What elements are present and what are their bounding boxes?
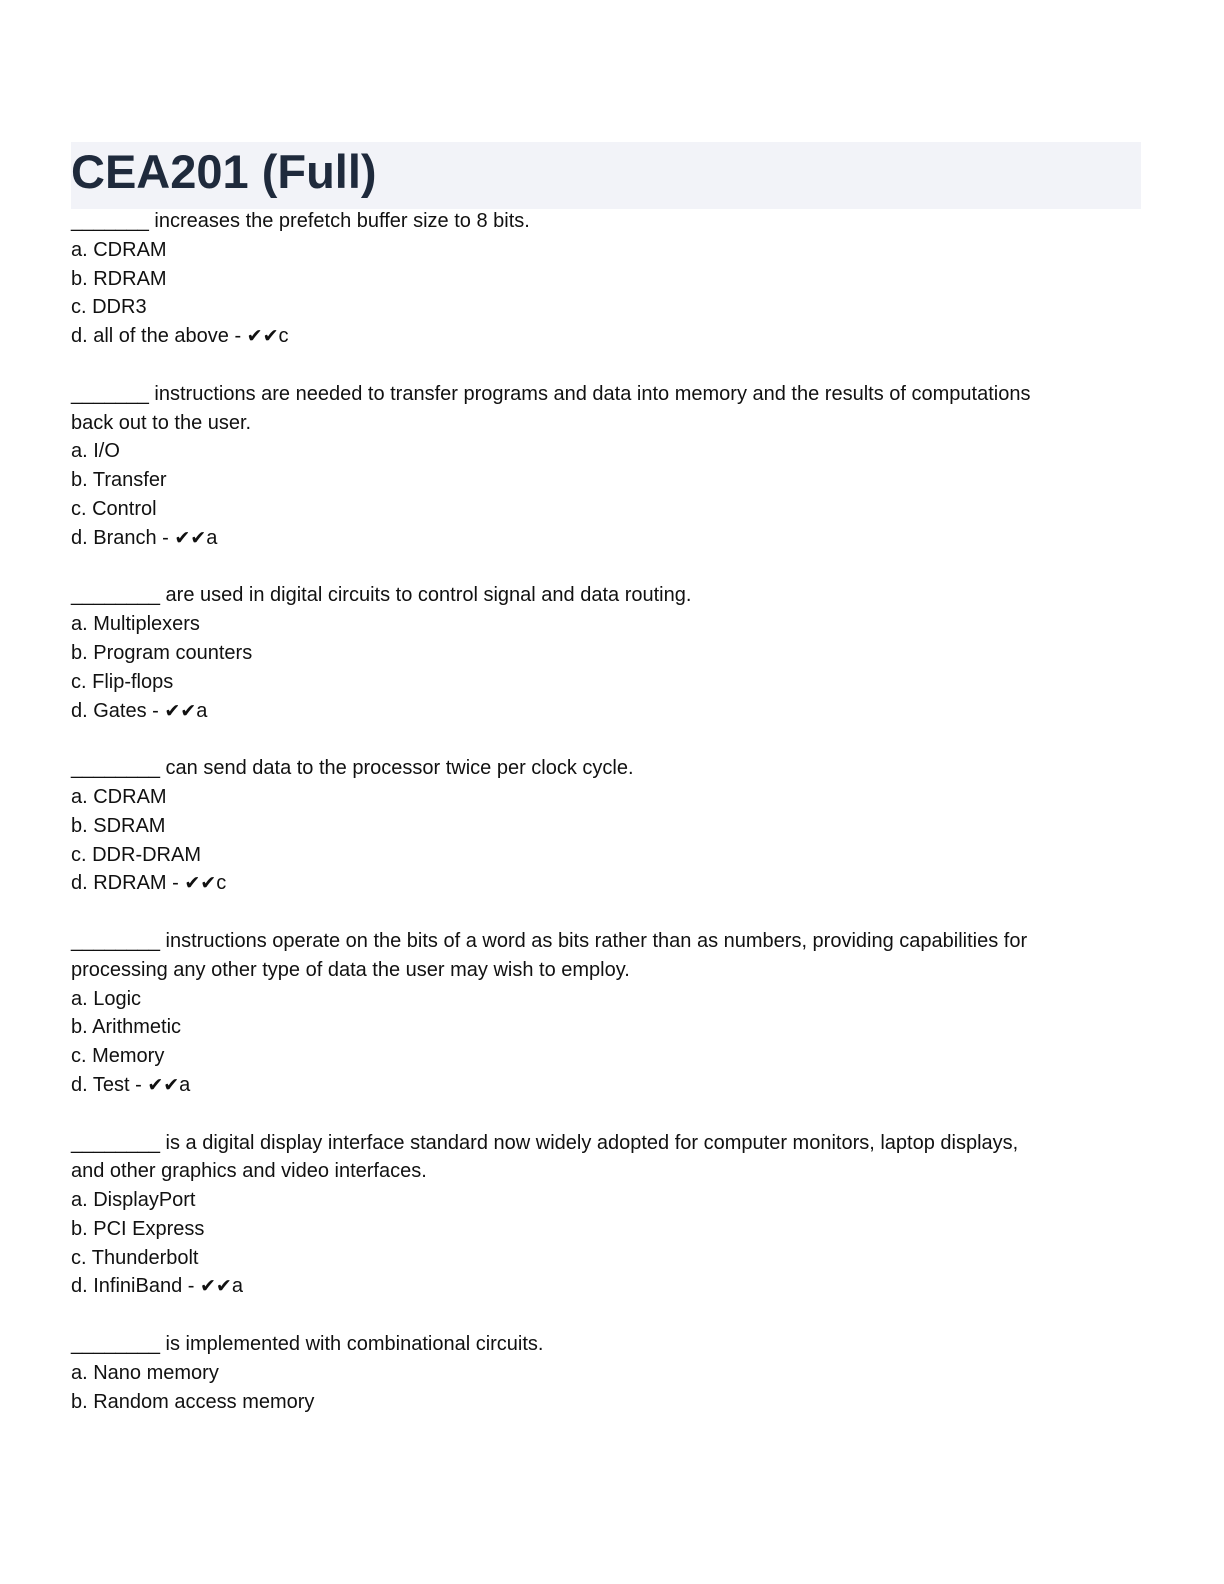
answer-option [71,236,1131,265]
answer-option [71,265,1131,294]
answer-option-text: d. all of the above - [71,325,247,348]
answer-option-text: b. PCI Express [71,1217,205,1240]
answer-option-text: d. Gates - [71,699,165,722]
answer-option-text: a. DisplayPort [71,1189,196,1212]
answer-option [71,1071,1131,1100]
answer-option-text: a. Multiplexers [71,613,200,636]
double-check-icon: ✔✔ [174,526,207,549]
answer-option-text: b. Arithmetic [71,1016,182,1039]
correct-answer-letter: a [231,1275,243,1298]
double-check-icon: ✔✔ [199,1275,232,1298]
page-title: CEA201 (Full) [71,145,377,198]
question-block [71,207,1131,351]
question-stem-line: ________ instructions operate on the bits of a word as bits rather than as numbers, providing capabilities for [71,929,1028,952]
answer-option-text: c. Flip-flops [71,670,174,693]
answer-option-text: b. Transfer [71,469,167,492]
answer-option-text: b. Random access memory [71,1390,315,1413]
question-block [71,1129,1131,1302]
answer-option [71,1272,1131,1301]
question-list [71,207,1131,1445]
correct-answer-letter: c [278,325,289,348]
question-block [71,380,1131,553]
answer-option [71,697,1131,726]
double-check-icon: ✔✔ [164,699,197,722]
question-stem-line: ________ can send data to the processor twice per clock cycle. [71,757,634,780]
answer-option-text: a. CDRAM [71,785,167,808]
answer-option [71,437,1131,466]
question-stem-line: back out to the user. [71,411,252,434]
answer-option-text: a. I/O [71,440,120,463]
answer-option-text: a. CDRAM [71,238,167,261]
answer-option [71,869,1131,898]
answer-option [71,1186,1131,1215]
answer-option-text: a. Nano memory [71,1361,219,1384]
answer-option-text: d. InfiniBand - [71,1275,200,1298]
question-stem-line: _______ increases the prefetch buffer size to 8 bits. [71,210,530,232]
question-stem-line: ________ are used in digital circuits to control signal and data routing. [71,584,692,607]
question-stem-line: _______ instructions are needed to transfer programs and data into memory and the results of computations [71,382,1031,405]
question-block [71,581,1131,725]
correct-answer-letter: a [179,1073,191,1096]
double-check-icon: ✔✔ [147,1073,180,1096]
answer-option-text: c. Control [71,497,157,520]
answer-option [71,985,1131,1014]
answer-option-text: d. Test - [71,1073,148,1096]
question-stem-line: processing any other type of data the user may wish to employ. [71,958,630,981]
question-block [71,754,1131,898]
answer-option [71,466,1131,495]
answer-option [71,1244,1131,1273]
question-stem-line: ________ is a digital display interface standard now widely adopted for computer monitors, laptop displays, [71,1131,1019,1154]
answer-option [71,668,1131,697]
answer-option [71,1042,1131,1071]
question-stem-line: and other graphics and video interfaces. [71,1160,427,1183]
answer-option-text: c. DDR3 [71,296,147,319]
answer-option-text: d. RDRAM - [71,872,185,895]
answer-option [71,495,1131,524]
answer-option-text: c. Thunderbolt [71,1246,199,1269]
answer-option-text: b. RDRAM [71,267,167,290]
correct-answer-letter: a [206,526,218,549]
answer-option [71,610,1131,639]
double-check-icon: ✔✔ [246,325,279,348]
answer-option [71,639,1131,668]
answer-option [71,1388,1131,1417]
answer-option [71,812,1131,841]
answer-option [71,322,1131,351]
correct-answer-letter: a [196,699,208,722]
answer-option [71,1215,1131,1244]
question-stem-line: ________ is implemented with combinational circuits. [71,1333,544,1356]
answer-option [71,524,1131,553]
question-block [71,1330,1131,1416]
correct-answer-letter: c [216,872,227,895]
answer-option [71,1359,1131,1388]
answer-option-text: b. Program counters [71,641,253,664]
double-check-icon: ✔✔ [184,872,217,895]
title-banner [71,142,1141,209]
answer-option-text: c. Memory [71,1045,165,1068]
answer-option [71,783,1131,812]
answer-option [71,841,1131,870]
answer-option-text: b. SDRAM [71,814,166,837]
answer-option-text: d. Branch - [71,526,175,549]
answer-option-text: a. Logic [71,987,142,1010]
answer-option [71,293,1131,322]
answer-option-text: c. DDR-DRAM [71,843,201,866]
question-block [71,927,1131,1100]
answer-option [71,1013,1131,1042]
